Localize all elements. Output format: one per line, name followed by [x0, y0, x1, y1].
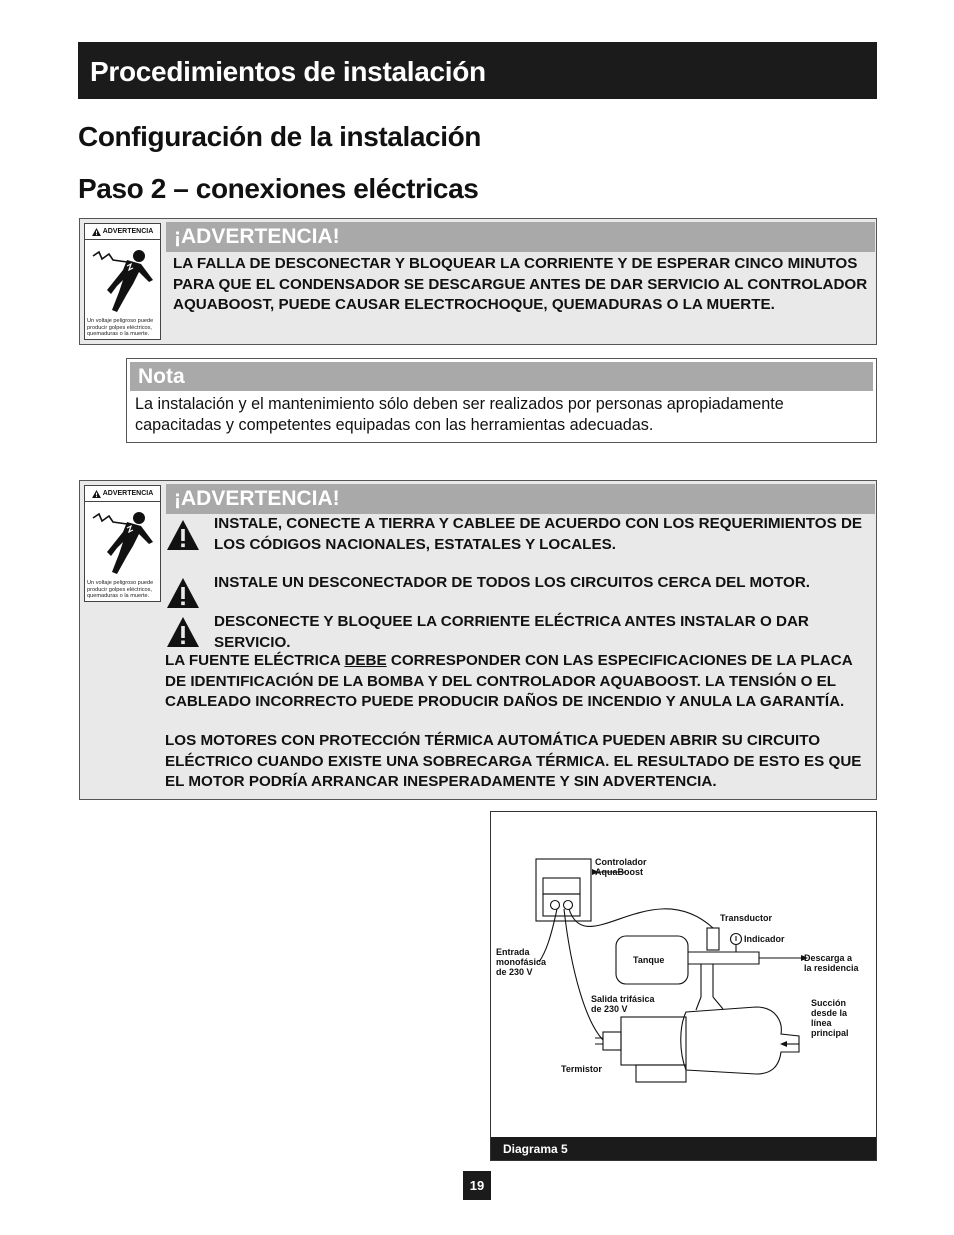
label-input: monofásica — [496, 957, 547, 967]
input-wire — [539, 909, 557, 962]
warning-triangle-icon — [166, 577, 200, 609]
output-wire — [564, 909, 603, 1040]
note-title: Nota — [130, 362, 873, 391]
label-suction: desde la — [811, 1008, 848, 1018]
motor-base — [636, 1065, 686, 1082]
label-indicator: Indicador — [744, 934, 785, 944]
terminal-connector — [564, 901, 573, 910]
vertical-pipe — [701, 964, 713, 997]
label-input: de 230 V — [496, 967, 533, 977]
label-suction: principal — [811, 1028, 849, 1038]
warning-label-2 — [84, 485, 161, 602]
note-box — [126, 358, 877, 443]
warning-text-1: LA FALLA DE DESCONECTAR Y BLOQUEAR LA CORRIENTE Y DE ESPERAR CINCO MINUTOS PARA QUE EL CONDENSADOR SE DESCARGUE ANTES DE DAR SERVICIO AL CONTROLADOR AQUABOOST, PUEDE CAUSAR ELECTROCHOQUE, QUEMADURAS O LA MUERTE. — [173, 255, 868, 313]
diagram-caption: Diagrama 5 — [491, 1137, 876, 1160]
installation-diagram — [490, 811, 877, 1161]
pump-body — [681, 1007, 799, 1074]
warning-title-2: ¡ADVERTENCIA! — [166, 484, 875, 514]
small-warning-triangle-icon — [92, 490, 101, 498]
header-bar — [78, 42, 877, 99]
label-controller: Controlador — [595, 857, 647, 867]
page-number: 19 — [463, 1171, 491, 1200]
warning-label-text: Un voltaje peligroso puede producir golpes eléctricos, quemaduras o la muerte. — [87, 580, 154, 600]
label-suction: Succión — [811, 998, 847, 1008]
warning-box-1 — [79, 218, 877, 345]
emphasis-debe: DEBE — [344, 652, 387, 669]
wiring-diagram-svg — [491, 812, 876, 1137]
label-discharge: Descarga a — [804, 953, 853, 963]
transducer — [707, 928, 719, 950]
controller-box — [536, 859, 591, 921]
section-title: Configuración de la instalación — [78, 121, 481, 152]
small-warning-triangle-icon — [92, 228, 101, 236]
thermistor-box — [603, 1032, 621, 1050]
label-suction: línea — [811, 1018, 832, 1028]
warning-label-1 — [84, 223, 161, 340]
label-input: Entrada — [496, 947, 530, 957]
warning-paragraph-1: LA FUENTE ELÉCTRICA DEBE CORRESPONDER CON LAS ESPECIFICACIONES DE LA PLACA DE IDENTIFICACIÓN DE LA BOMBA Y DEL CONTROLADOR AQUABOOST. LA TENSIÓN O EL CABLEADO INCORRECTO PUEDE PRODUCIR DAÑOS DE INCENDIO Y ANULA LA GARANTÍA. — [165, 652, 853, 710]
motor — [621, 1017, 686, 1065]
label-output: de 230 V — [591, 1004, 628, 1014]
terminal-connector — [551, 901, 560, 910]
label-thermistor: Termistor — [561, 1064, 602, 1074]
label-discharge: la residencia — [804, 963, 859, 973]
label-tank: Tanque — [633, 955, 665, 965]
warning-box-2 — [79, 480, 877, 800]
label-output: Salida trifásica — [591, 994, 655, 1004]
controller-terminal — [543, 894, 580, 916]
warning-triangle-icon — [166, 616, 200, 648]
electric-shock-icon — [87, 242, 159, 318]
electric-shock-icon — [87, 504, 159, 580]
note-text: La instalación y el mantenimiento sólo deben ser realizados por personas apropiadamente capacitadas y competentes equipadas con las herramientas adecuadas. — [135, 395, 784, 434]
discharge-pipe — [688, 952, 759, 964]
warning-label-head: ADVERTENCIA — [85, 486, 160, 502]
warning-label-text: Un voltaje peligroso puede producir golpes eléctricos, quemaduras o la muerte. — [87, 318, 154, 338]
warning-item-3: DESCONECTE Y BLOQUEE LA CORRIENTE ELÉCTRICA ANTES INSTALAR O DAR SERVICIO. — [214, 613, 809, 651]
warning-triangle-icon — [166, 519, 200, 551]
warning-item-1: INSTALE, CONECTE A TIERRA Y CABLEE DE ACUERDO CON LOS REQUERIMIENTOS DE LOS CÓDIGOS NACIONALES, ESTATALES Y LOCALES. — [214, 515, 863, 553]
warning-item-2: INSTALE UN DESCONECTADOR DE TODOS LOS CIRCUITOS CERCA DEL MOTOR. — [214, 574, 811, 591]
warning-paragraph-2: LOS MOTORES CON PROTECCIÓN TÉRMICA AUTOMÁTICA PUEDEN ABRIR SU CIRCUITO ELÉCTRICO CUANDO EXISTE UNA SOBRECARGA TÉRMICA. EL RESULTADO DE ESTO ES QUE EL MOTOR PODRÍA ARRANCAR INESPERADAMENTE Y SIN ADVERTENCIA. — [165, 732, 862, 790]
label-controller: AquaBoost — [595, 867, 643, 877]
controller-display — [543, 878, 580, 894]
warning-title-1: ¡ADVERTENCIA! — [166, 222, 875, 252]
page-title: Procedimientos de instalación — [90, 56, 486, 87]
warning-label-head: ADVERTENCIA — [85, 224, 160, 240]
step-title: Paso 2 – conexiones eléctricas — [78, 173, 479, 204]
label-transducer: Transductor — [720, 913, 773, 923]
